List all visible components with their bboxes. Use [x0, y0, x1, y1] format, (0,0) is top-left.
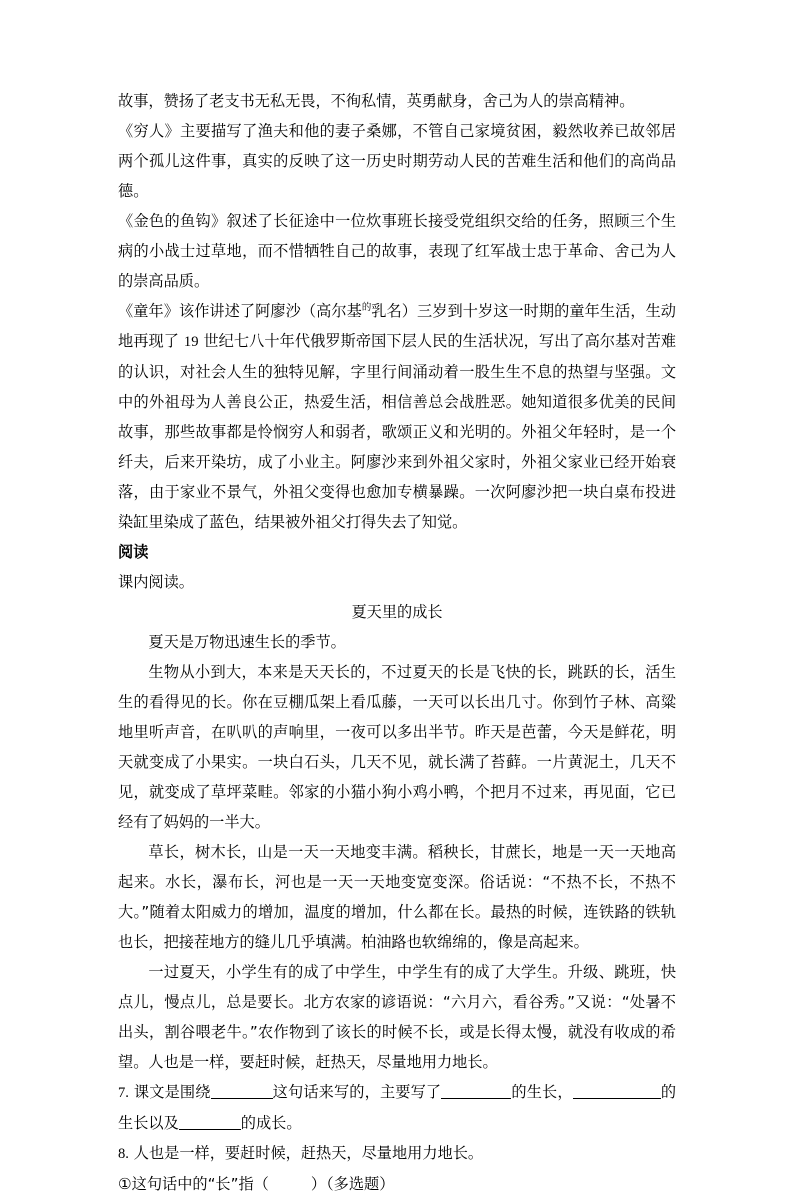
question-7-segment-4: 的生长以及: [118, 1083, 677, 1132]
question-8-sub-number: ①: [118, 1175, 132, 1193]
paragraph-qiongren: 《穷人》主要描写了渔夫和他的妻子桑娜，不管自己家境贫困，毅然收养已故邻居两个孤儿这件事，真实的反映了这一历史时期劳动人民的苦难生活和他们的高尚品德。: [118, 122, 676, 200]
question-7-blank-2[interactable]: [441, 1083, 511, 1099]
question-8-text: 人也是一样，要赶时候，赶热天，尽量地用力地长。: [128, 1144, 484, 1162]
question-8-sub-suffix: ）（多选题）: [310, 1175, 395, 1193]
question-8: [118, 1138, 676, 1169]
article-paragraph-1: 夏天是万物迅速生长的季节。: [148, 633, 346, 651]
tongnian-suffix: 世纪七八十年代俄罗斯帝国下层人民的生活状况，写出了高尔基对苦难的认识，对社会人生的独特见解，字里行间涌动着一股生生不息的热望与坚强。文中的外祖母为人善良公正，热爱生活，相信善总会战胜恶。她知道很多优美的民间故事，那些故事都是怜悯穷人和弱者，歌颂正义和光明的。外祖父年轻时，是一个纤夫，后来开染坊，成了小业主。阿廖沙来到外祖父家时，外祖父家业已经开始衰落，由于家业不景气，外祖父变得也愈加专横暴躁。一次阿廖沙把一块白桌布投进染缸里染成了蓝色，结果被外祖父打得失去了知觉。: [118, 332, 677, 531]
tongnian-superscript-de: 的: [361, 301, 372, 313]
question-7-blank-3[interactable]: [573, 1083, 661, 1099]
question-7-segment-1: 课文是围绕: [128, 1083, 211, 1101]
question-7-blank-4[interactable]: [179, 1114, 241, 1130]
section-subheading-keneiyuedu: 课内阅读。: [118, 573, 194, 591]
question-8-sub-prefix: 这句话中的“长”指（: [131, 1175, 269, 1193]
article-paragraph-4: 一过夏天，小学生有的成了中学生，中学生有的成了大学生。升级、跳班，快点儿，慢点儿，总是要长。北方农家的谚语说：“六月六，看谷秀。”又说：“处暑不出头，割谷喂老牛。”农作物到了该长的时候不长，或是长得太慢，就没有收成的希望。人也是一样，要赶时候，赶热天，尽量地用力地长。: [118, 963, 676, 1071]
article-paragraph-2: 生物从小到大，本来是天天长的，不过夏天的长是飞快的长，跳跃的长，活生生的看得见的长。你在豆棚瓜架上看瓜藤，一天可以长出几寸。你到竹子林、高粱地里听声音，在叭叭的声响里，一夜可以多出半节。昨天是芭蕾，今天是鲜花，明天就变成了小果实。一块白石头，几天不见，就长满了苔藓。一片黄泥土，几天不见，就变成了草坪菜畦。邻家的小猫小狗小鸡小鸭，个把月不过来，再见面，它已经有了妈妈的一半大。: [118, 663, 676, 831]
paragraph-jinsedeyugou: 《金色的鱼钩》叙述了长征途中一位炊事班长接受党组织交给的任务，照顾三个生病的小战士过草地，而不惜牺牲自己的故事，表现了红军战士忠于革命、舍己为人的崇高品质。: [118, 212, 676, 290]
question-7-blank-1[interactable]: [211, 1083, 273, 1099]
question-8-sub-1: [118, 1169, 676, 1199]
article-paragraph-3: 草长，树木长，山是一天一天地变丰满。稻秧长，甘蔗长，地是一天一天地高起来。水长，瀑布长，河也是一天一天地变宽变深。俗话说：“不热不长，不热不大。”随着太阳威力的增加，温度的增加，什么都在长。最热的时候，连铁路的铁轨也长，把接茬地方的缝儿几乎填满。柏油路也软绵绵的，像是高起来。: [118, 843, 676, 951]
paragraph-tongnian: [118, 296, 676, 537]
question-7-segment-3: 的生长，: [511, 1083, 573, 1101]
tongnian-middle: 乳名）三岁到十岁这一时期的童年生活，生动地再现了: [118, 302, 676, 350]
paragraph-laozhishu: 故事，赞扬了老支书无私无畏，不徇私情，英勇献身，舍己为人的崇高精神。: [118, 92, 635, 110]
tongnian-year-number: 19: [183, 334, 199, 350]
section-heading-yuedu: 阅读: [118, 543, 149, 561]
question-8-number: 8.: [118, 1146, 129, 1162]
question-7-segment-2: 这句话来写的，主要写了: [272, 1083, 442, 1101]
question-7-number: 7.: [118, 1085, 129, 1101]
article-title: 夏天里的成长: [351, 603, 443, 621]
question-7: [118, 1077, 676, 1138]
tongnian-prefix: 《童年》该作讲述了阿廖沙（高尔基: [118, 302, 362, 320]
document-body: [118, 86, 676, 1199]
question-7-segment-5: 的成长。: [240, 1114, 302, 1132]
